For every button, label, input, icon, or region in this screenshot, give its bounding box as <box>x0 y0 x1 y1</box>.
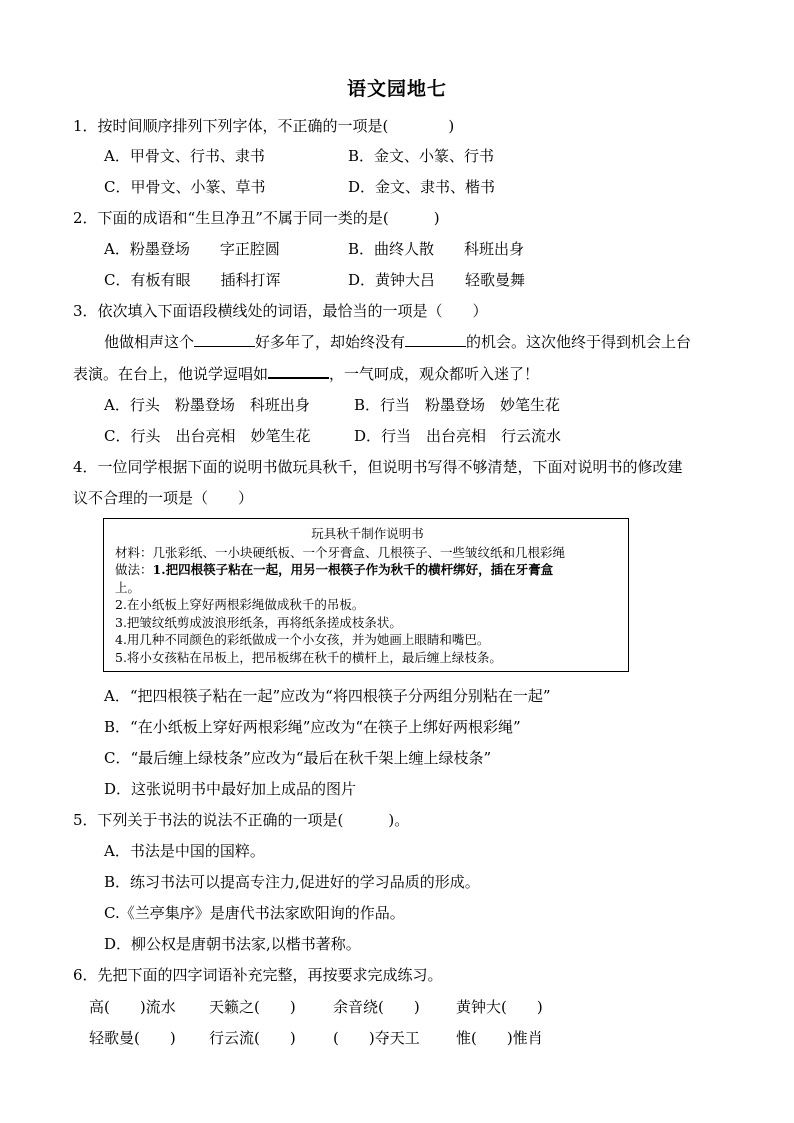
fill-blank-3[interactable] <box>268 363 329 379</box>
q3-option-a: A．行头 粉墨登场 科班出身 <box>104 396 310 414</box>
q1-option-c: C．甲骨文、小篆、草书 <box>104 178 266 196</box>
q4-option-c: C．“最后缠上绿枝条”应改为“最后在秋千架上缠上绿枝条” <box>104 749 492 767</box>
idiom-blank-item: 黄钟大( ) <box>456 998 543 1016</box>
page-title: 语文园地七 <box>346 78 447 100</box>
q2-stem: 2．下面的成语和“生旦净丑”不属于同一类的是( ) <box>73 209 440 227</box>
q2-option-b: B．曲终人散 科班出身 <box>348 240 525 258</box>
q1-option-a: A．甲骨文、行书、隶书 <box>104 147 265 165</box>
q5-option-c: C.《兰亭集序》是唐代书法家欧阳询的作品。 <box>104 904 405 922</box>
q5-stem: 5．下列关于书法的说法不正确的一项是( )。 <box>73 811 410 829</box>
q3-passage-line-2 <box>73 363 539 384</box>
q3-passage-text: 表演。在台上，他说学逗唱如 <box>73 365 269 383</box>
idiom-blank-item: 轻歌曼( ) <box>89 1029 176 1047</box>
q5-option-b: B．练习书法可以提高专注力,促进好的学习品质的形成。 <box>104 873 480 891</box>
instruction-step-5: 5.将小女孩粘在吊板上，把吊板绑在秋千的横杆上，最后缠上绿枝条。 <box>115 649 502 665</box>
q4-stem-line-1: 4．一位同学根据下面的说明书做玩具秋千，但说明书写得不够清楚，下面对说明书的修改建 <box>73 458 683 476</box>
q4-stem-line-2: 议不合理的一项是（ ） <box>73 489 254 507</box>
instruction-box-title: 玩具秋千制作说明书 <box>311 526 424 541</box>
instruction-box <box>103 518 629 672</box>
instruction-step-2: 2.在小纸板上穿好两根彩绳做成秋千的吊板。 <box>115 597 365 612</box>
idiom-blank-item: 惟( )惟肖 <box>456 1029 543 1047</box>
q3-passage-text: ，一气呵成，观众都听入迷了！ <box>329 365 540 383</box>
q1-option-b: B．金文、小篆、行书 <box>348 147 495 165</box>
instruction-materials: 材料：几张彩纸、一小块硬纸板、一个牙膏盒、几根筷子、一些皱纹纸和几根彩绳 <box>115 544 566 560</box>
q4-option-a: A．“把四根筷子粘在一起”应改为“将四根筷子分两组分别粘在一起” <box>104 687 551 705</box>
instruction-method-label: 做法： <box>115 562 153 577</box>
idiom-blank-item: 高( )流水 <box>89 998 176 1016</box>
q3-option-c: C．行头 出台亮相 妙笔生花 <box>104 427 311 445</box>
q3-passage-line-1 <box>104 332 691 352</box>
q3-passage-text: 好多年了，却始终没有 <box>255 333 406 351</box>
q3-option-d: D．行当 出台亮相 行云流水 <box>354 427 562 445</box>
q4-option-b: B．“在小纸板上穿好两根彩绳”应改为“在筷子上绑好两根彩绳” <box>104 718 521 736</box>
instruction-step-1-cont: 上。 <box>115 579 141 595</box>
idiom-blank-item: ( )夺天工 <box>333 1029 420 1047</box>
idiom-blank-item: 行云流( ) <box>209 1029 296 1047</box>
q5-option-d: D．柳公权是唐朝书法家,以楷书著称。 <box>104 935 361 953</box>
instruction-step-1: 1.把四根筷子粘在一起，用另一根筷子作为秋千的横杆绑好，插在牙膏盒 <box>152 562 554 577</box>
fill-blank-2[interactable] <box>405 332 466 347</box>
q3-passage-text: 的机会。这次他终于得到机会上台 <box>466 333 692 351</box>
q3-option-b: B．行当 粉墨登场 妙笔生花 <box>354 396 561 414</box>
q3-passage-text: 他做相声这个 <box>104 333 195 351</box>
instruction-step-3: 3.把皱纹纸剪成波浪形纸条，再将纸条搓成枝条状。 <box>115 614 402 630</box>
q2-option-a: A．粉墨登场 字正腔圆 <box>104 240 280 258</box>
q5-option-a: A．书法是中国的国粹。 <box>104 842 265 860</box>
idiom-blank-item: 余音绕( ) <box>333 998 420 1016</box>
instruction-step-4: 4.用几种不同颜色的彩纸做成一个小女孩，并为她画上眼睛和嘴巴。 <box>115 632 490 647</box>
q2-option-d: D．黄钟大吕 轻歌曼舞 <box>348 271 526 289</box>
q2-option-c: C．有板有眼 插科打诨 <box>104 271 281 289</box>
q6-stem: 6．先把下面的四字词语补充完整，再按要求完成练习。 <box>73 966 443 984</box>
q1-option-d: D．金文、隶书、楷书 <box>348 178 496 196</box>
q1-stem: 1．按时间顺序排列下列字体，不正确的一项是( ) <box>73 117 455 135</box>
idiom-blank-item: 天籁之( ) <box>209 998 296 1016</box>
fill-blank-1[interactable] <box>194 332 255 347</box>
q3-stem: 3．依次填入下面语段横线处的词语，最恰当的一项是（ ） <box>73 302 488 320</box>
instruction-method <box>115 561 620 579</box>
q4-option-d: D．这张说明书中最好加上成品的图片 <box>104 780 357 798</box>
